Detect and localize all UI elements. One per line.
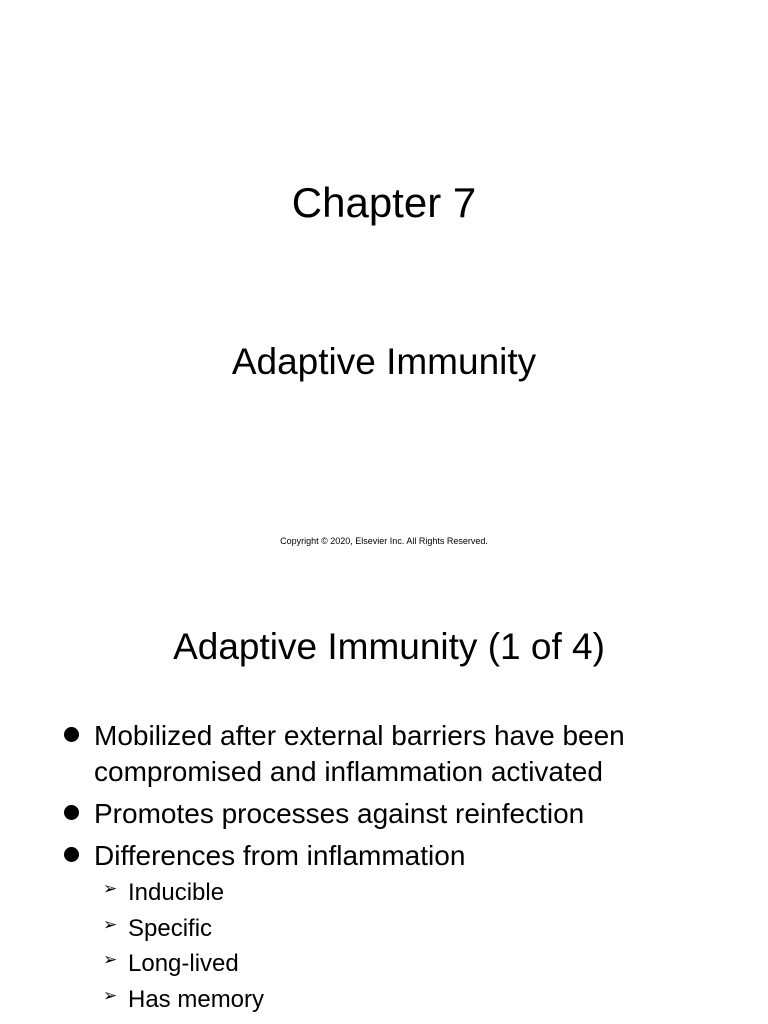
slide-subtitle: Adaptive Immunity [231,341,537,382]
subbullet-list [0,878,768,1015]
subbullet-item [0,914,768,944]
slide-title: Adaptive Immunity (1 of 4) [173,626,605,667]
bullet-text: Mobilized after external barriers have been compromised and inflammation activated [94,720,625,787]
bullet-text: Differences from inflammation [94,840,466,871]
bullet-dot-icon [64,847,79,862]
arrowhead-bullet-icon: ➢ [103,914,118,934]
bullet-dot-icon [64,805,79,820]
arrowhead-bullet-icon: ➢ [103,879,118,898]
bullet-list [0,718,768,1020]
subbullet-text: Long-lived [128,950,239,977]
subbullet-item [0,985,768,1015]
bullet-item [0,796,694,832]
bullet-text: Promotes processes against reinfection [94,798,585,829]
subbullet-item [0,949,768,979]
bullet-item [0,838,694,874]
bullet-item [0,718,694,790]
subbullet-group [0,878,768,1015]
slide-title: Chapter 7 [291,179,477,226]
arrowhead-bullet-icon: ➢ [103,985,118,1005]
subbullet-item [0,878,768,908]
subbullet-text: Specific [128,914,213,942]
subbullet-text: Has memory [128,985,265,1013]
copyright-notice: Copyright © 2020, Elsevier Inc. All Rights Reserved. [280,536,488,546]
arrowhead-bullet-icon: ➢ [103,950,118,969]
subbullet-text: Inducible [128,879,225,906]
bullet-dot-icon [64,727,79,742]
